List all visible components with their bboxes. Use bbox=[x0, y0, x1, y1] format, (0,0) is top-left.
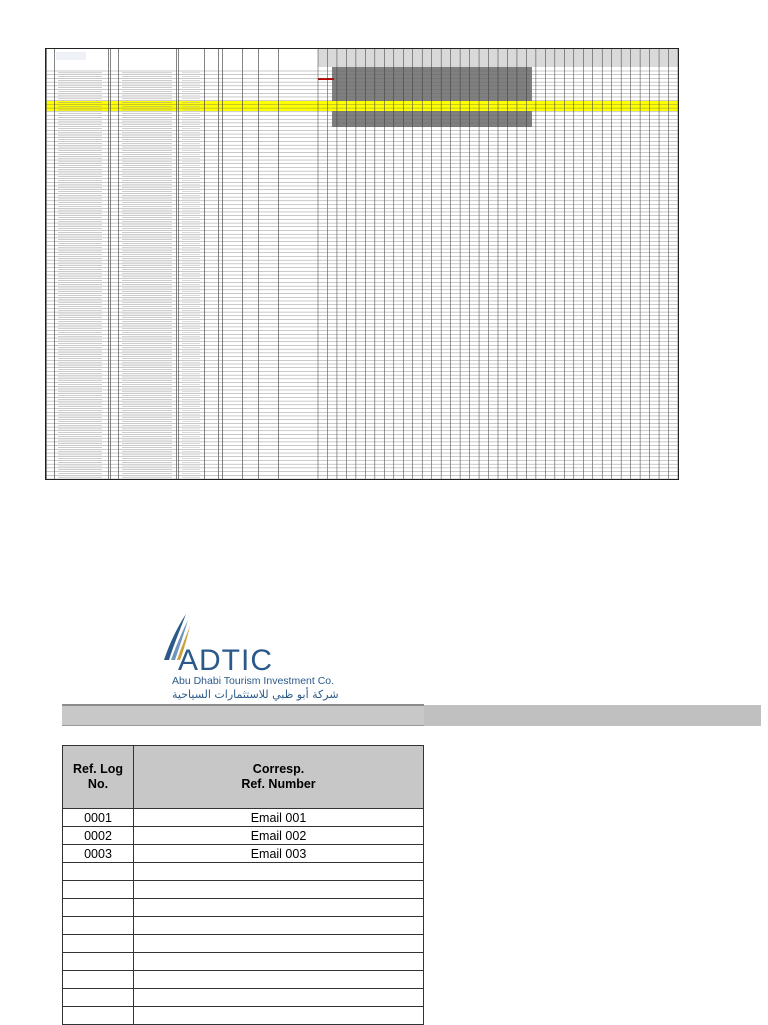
ref-log-no-cell bbox=[63, 917, 134, 935]
ref-log-no-cell bbox=[63, 899, 134, 917]
corresp-ref-number-header: Corresp. Ref. Number bbox=[134, 746, 424, 809]
ref-log-no-cell bbox=[63, 971, 134, 989]
thumb-logo bbox=[56, 52, 86, 60]
corresp-ref-number-cell: Email 002 bbox=[134, 827, 424, 845]
corresp-ref-number-cell bbox=[134, 863, 424, 881]
thumb-dark-block-lower bbox=[332, 111, 532, 127]
table-row bbox=[63, 809, 424, 827]
title-band-extension bbox=[424, 705, 761, 726]
table-row bbox=[63, 899, 424, 917]
table-row bbox=[63, 989, 424, 1007]
corresp-ref-number-cell bbox=[134, 935, 424, 953]
log-table-body bbox=[63, 809, 424, 1025]
logo-english-name: Abu Dhabi Tourism Investment Co. bbox=[172, 675, 335, 687]
ref-log-no-cell bbox=[63, 989, 134, 1007]
company-logo bbox=[160, 612, 370, 702]
table-row bbox=[63, 971, 424, 989]
table-row bbox=[63, 917, 424, 935]
table-row bbox=[63, 953, 424, 971]
table-row bbox=[63, 935, 424, 953]
ref-log-no-cell bbox=[63, 935, 134, 953]
table-row bbox=[63, 845, 424, 863]
logo-arabic-name: شركة أبو ظبي للاستثمارات السياحية bbox=[172, 688, 339, 701]
corresp-ref-number-cell bbox=[134, 1007, 424, 1025]
correspondence-log-table bbox=[62, 745, 424, 1025]
table-row bbox=[63, 863, 424, 881]
ref-log-no-cell bbox=[63, 1007, 134, 1025]
table-header-row bbox=[63, 746, 424, 809]
corresp-ref-number-cell bbox=[134, 971, 424, 989]
ref-log-no-cell bbox=[63, 953, 134, 971]
title-band bbox=[62, 704, 424, 726]
spreadsheet-thumbnail bbox=[45, 48, 679, 480]
table-row bbox=[63, 827, 424, 845]
thumb-white-marker bbox=[290, 283, 304, 286]
corresp-ref-number-cell bbox=[134, 899, 424, 917]
corresp-ref-number-cell: Email 001 bbox=[134, 809, 424, 827]
ref-log-no-cell: 0001 bbox=[63, 809, 134, 827]
table-row bbox=[63, 1007, 424, 1025]
ref-log-no-cell: 0002 bbox=[63, 827, 134, 845]
corresp-ref-number-cell bbox=[134, 881, 424, 899]
ref-log-no-cell bbox=[63, 863, 134, 881]
ref-log-no-cell: 0003 bbox=[63, 845, 134, 863]
corresp-ref-number-cell: Email 003 bbox=[134, 845, 424, 863]
table-row bbox=[63, 881, 424, 899]
spreadsheet-grid bbox=[46, 49, 678, 479]
ref-log-no-cell bbox=[63, 881, 134, 899]
corresp-ref-number-cell bbox=[134, 917, 424, 935]
corresp-ref-number-cell bbox=[134, 989, 424, 1007]
logo-wordmark: ADTIC bbox=[178, 644, 273, 677]
corresp-ref-number-cell bbox=[134, 953, 424, 971]
ref-log-no-header: Ref. Log No. bbox=[63, 746, 134, 809]
